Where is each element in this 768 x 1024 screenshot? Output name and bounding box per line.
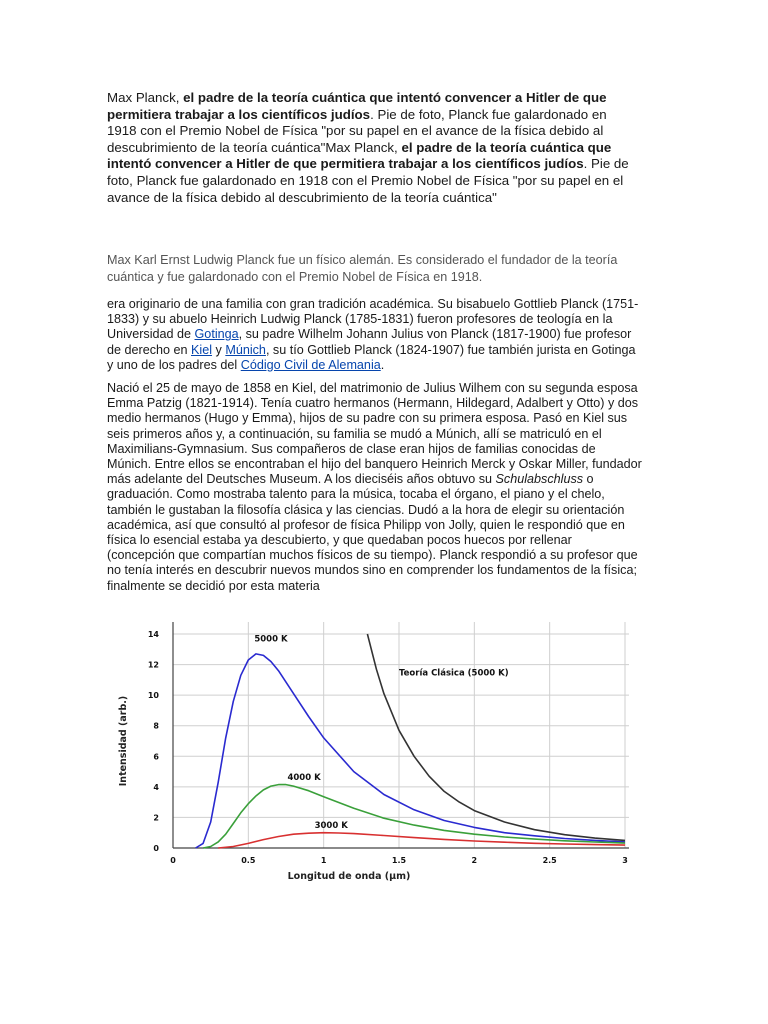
- series-label-2: 3000 K: [314, 821, 348, 832]
- series-label-1: 4000 K: [287, 772, 321, 783]
- y-tick-label: 6: [153, 752, 159, 762]
- x-tick-label: 0: [170, 856, 176, 865]
- family-paragraph: [107, 297, 642, 373]
- link-gotinga[interactable]: Gotinga: [194, 327, 239, 342]
- x-tick-label: 2.5: [542, 856, 557, 865]
- intro-bold-2: el padre de la teoría cuántica que intentó convencer a Hitler de que permitiera trabajar a los científicos judíos: [107, 139, 612, 172]
- x-tick-label: 1.5: [391, 856, 407, 865]
- lead-paragraph: Max Karl Ernst Ludwig Planck fue un físico alemán. Es considerado el fundador de la teoría cuántica y fue galardonado con el Premio Nobel de Física en 1918.: [107, 253, 618, 284]
- intro-bold-1: el padre de la teoría cuántica que intentó convencer a Hitler de que permitiera trabajar a los científicos judíos: [107, 90, 607, 122]
- link-codigo-civil[interactable]: Código Civil de Alemania: [240, 357, 381, 372]
- x-tick-label: 0.5: [241, 856, 256, 865]
- link-munich[interactable]: Múnich: [225, 342, 266, 357]
- chart-svg: [100, 612, 640, 897]
- y-tick-label: 14: [147, 630, 159, 639]
- biography-paragraph: [107, 381, 642, 594]
- planck-radiation-chart: [100, 612, 640, 897]
- biography-text-1: Nació el 25 de mayo de 1858 en Kiel, del matrimonio de Julius Wilhem con su segunda esposa Emma Patzig (1821-1914). Tenía cuatro hermanos (Hermann, Hildegard, Adalbert y Otto) y dos medio hermanos (Hugo y Emma), hijos de su padre con su primera esposa. Pasó en Kiel sus seis primeros años y, a continuación, su familia se mudó a Múnich, allí se matriculó en el Maximilians-Gymnasium. Sus compañeros de clase eran hijos de familias conocidas de Múnich. Entre ellos se encontraban el hijo del banquero Heinrich Merck y Oskar Miller, fundador más adelante del Deutsches Museum. A los dieciséis años obtuvo su: [107, 381, 642, 487]
- series-label-0: 5000 K: [254, 634, 288, 645]
- x-axis-label: Longitud de onda (µm): [287, 871, 411, 882]
- intro-text-3: . Pie de foto, Planck fue galardonado en 1918 con el Premio Nobel de Física "por su papel en el avance de la física debido al descubrimiento de la teoría cuántica": [107, 156, 629, 205]
- y-tick-label: 12: [147, 660, 159, 670]
- family-text-5: .: [380, 357, 385, 372]
- chart-labels: [118, 635, 509, 882]
- link-kiel[interactable]: Kiel: [191, 342, 213, 357]
- family-text-2: , su padre Wilhelm Johann Julius von Planck (1817-1900) fue profesor de derecho en: [107, 327, 632, 357]
- chart-series: [196, 634, 625, 848]
- family-text-3: y: [212, 342, 226, 357]
- biography-emphasis: Schulabschluss: [495, 472, 584, 487]
- intro-text-2: . Pie de foto, Planck fue galardonado en 1918 con el Premio Nobel de Física "por su papel en el avance de la física debido al descubrimiento de la teoría cuántica"Max Planck,: [107, 106, 607, 155]
- intro-paragraph: [107, 90, 637, 206]
- y-tick-label: 2: [153, 813, 159, 823]
- x-tick-label: 2: [471, 856, 478, 865]
- x-tick-label: 3: [622, 856, 628, 865]
- biography-text-2: o graduación. Como mostraba talento para la música, tocaba el órgano, el piano y el chelo, también le gustaban la filosofía clásica y las ciencias. Dudó a la hora de elegir su orientación académica, así que consultó al profesor de física Philipp von Jolly, quien le respondió que en física lo esencial estaba ya descubierto, y que quedaban pocos huecos por rellenar (concepción que compartían muchos físicos de su tiempo). Planck respondió a su profesor que no tenía interés en descubrir nuevos mundos sino en comprender los fundamentos de la física; finalmente se decidió por esta materia: [107, 472, 638, 593]
- y-tick-label: 8: [153, 721, 159, 731]
- series-label-3: Teoría Clásica (5000 K): [399, 668, 509, 679]
- y-tick-label: 0: [153, 844, 159, 853]
- family-text-1: era originario de una familia con gran tradición académica. Su bisabuelo Gottlieb Planck (1751-1833) y su abuelo Heinrich Ludwig Planck (1785-1831) fueron profesores de teología en la Universidad de: [107, 297, 639, 342]
- y-tick-label: 10: [147, 691, 159, 701]
- x-tick-label: 1: [320, 856, 327, 865]
- y-axis-label: Intensidad (arb.): [118, 695, 129, 787]
- chart-ticks: [148, 630, 628, 865]
- family-text-4: , su tío Gottlieb Planck (1824-1907) fue también jurista en Gotinga y uno de los padres del: [107, 342, 636, 372]
- intro-text-1: Max Planck,: [107, 90, 184, 105]
- y-tick-label: 4: [153, 782, 159, 792]
